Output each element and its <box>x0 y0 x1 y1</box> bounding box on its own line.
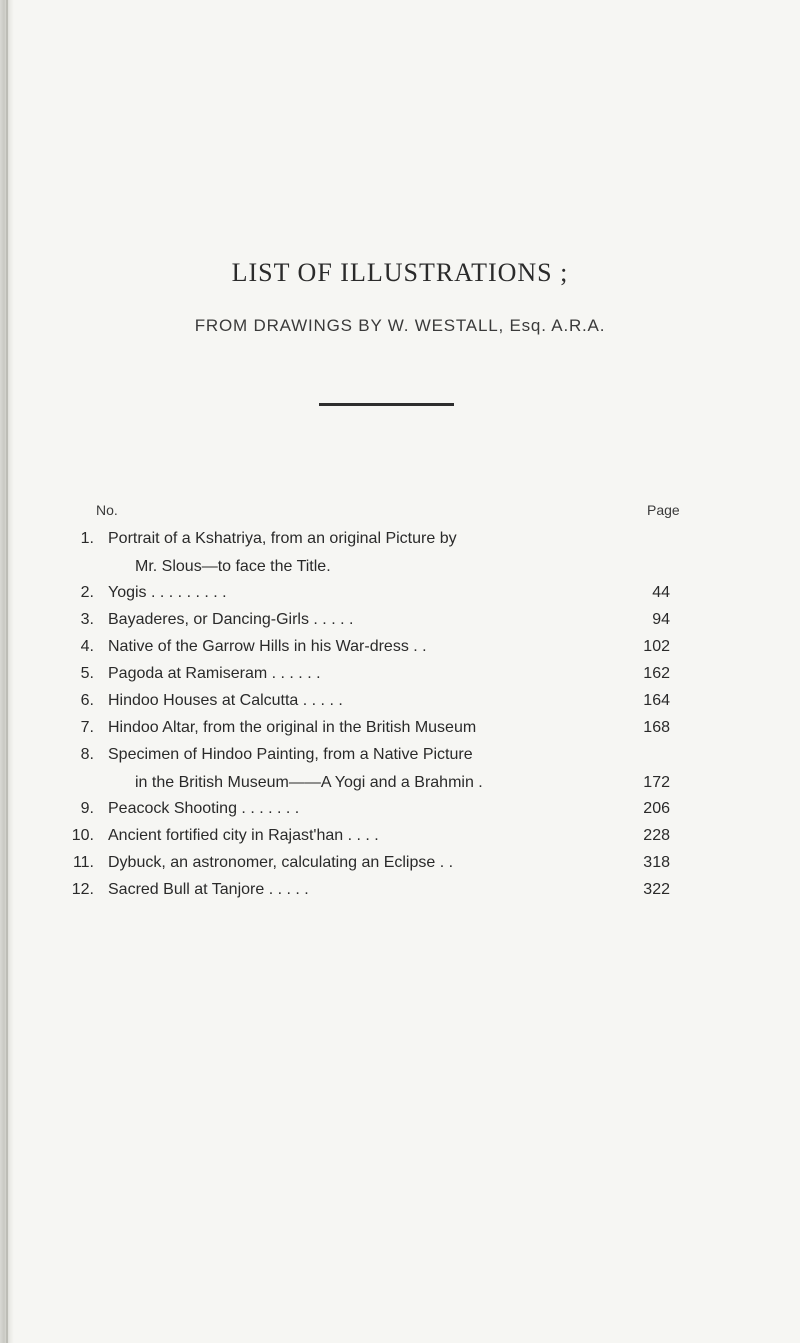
item-title: Peacock Shooting . . . . . . . <box>108 800 300 817</box>
item-page: 102 <box>643 638 670 655</box>
item-title: Ancient fortified city in Rajast'han . . . . <box>108 827 379 844</box>
item-number: 4. <box>80 638 94 655</box>
item-page: 318 <box>643 854 670 871</box>
item-title: Portrait of a Kshatriya, from an original Picture by <box>108 530 457 547</box>
page-title: LIST OF ILLUSTRATIONS ; <box>231 258 569 287</box>
list-item <box>0 692 800 720</box>
list-item <box>0 611 800 639</box>
item-number: 6. <box>80 692 94 709</box>
list-item <box>0 719 800 747</box>
item-title-continued: in the British Museum——A Yogi and a Brahmin . <box>135 774 483 791</box>
list-item <box>0 530 800 575</box>
item-title-continued: Mr. Slous—to face the Title. <box>135 558 331 575</box>
item-number: 2. <box>80 584 94 601</box>
item-title: Bayaderes, or Dancing-Girls . . . . . <box>108 611 354 628</box>
item-number: 11. <box>72 854 94 871</box>
list-item <box>0 746 800 791</box>
list-item <box>0 638 800 666</box>
item-number: 5. <box>80 665 94 682</box>
item-number: 9. <box>80 800 94 817</box>
item-title: Native of the Garrow Hills in his War-dress . . <box>108 638 427 655</box>
page-subtitle: FROM DRAWINGS BY W. WESTALL, Esq. A.R.A. <box>194 316 606 335</box>
item-number: 12. <box>71 881 94 898</box>
item-title: Yogis . . . . . . . . . <box>108 584 227 601</box>
item-number: 7. <box>80 719 94 736</box>
item-title: Pagoda at Ramiseram . . . . . . <box>108 665 321 682</box>
item-title: Dybuck, an astronomer, calculating an Eclipse . . <box>108 854 454 871</box>
item-page: 172 <box>643 774 670 791</box>
item-page: 94 <box>652 611 670 628</box>
item-page: 44 <box>652 584 670 601</box>
item-number: 1. <box>80 530 94 547</box>
item-title: Hindoo Altar, from the original in the British Museum <box>108 719 477 736</box>
item-title: Hindoo Houses at Calcutta . . . . . <box>108 692 343 709</box>
list-item <box>0 827 800 855</box>
item-title: Specimen of Hindoo Painting, from a Native Picture <box>108 746 473 763</box>
item-page: 164 <box>643 692 670 709</box>
item-number: 10. <box>71 827 94 844</box>
list-item <box>0 665 800 693</box>
title-divider <box>319 403 454 406</box>
column-header-number: No. <box>96 502 118 518</box>
item-number: 8. <box>80 746 94 763</box>
item-page: 162 <box>643 665 670 682</box>
list-item <box>0 800 800 828</box>
item-page: 322 <box>643 881 670 898</box>
item-page: 228 <box>643 827 670 844</box>
item-number: 3. <box>80 611 94 628</box>
column-header-page: Page <box>647 502 680 518</box>
item-title: Sacred Bull at Tanjore . . . . . <box>108 881 309 898</box>
list-item <box>0 584 800 612</box>
list-item <box>0 881 800 909</box>
item-page: 168 <box>643 719 670 736</box>
item-page: 206 <box>643 800 670 817</box>
list-item <box>0 854 800 882</box>
